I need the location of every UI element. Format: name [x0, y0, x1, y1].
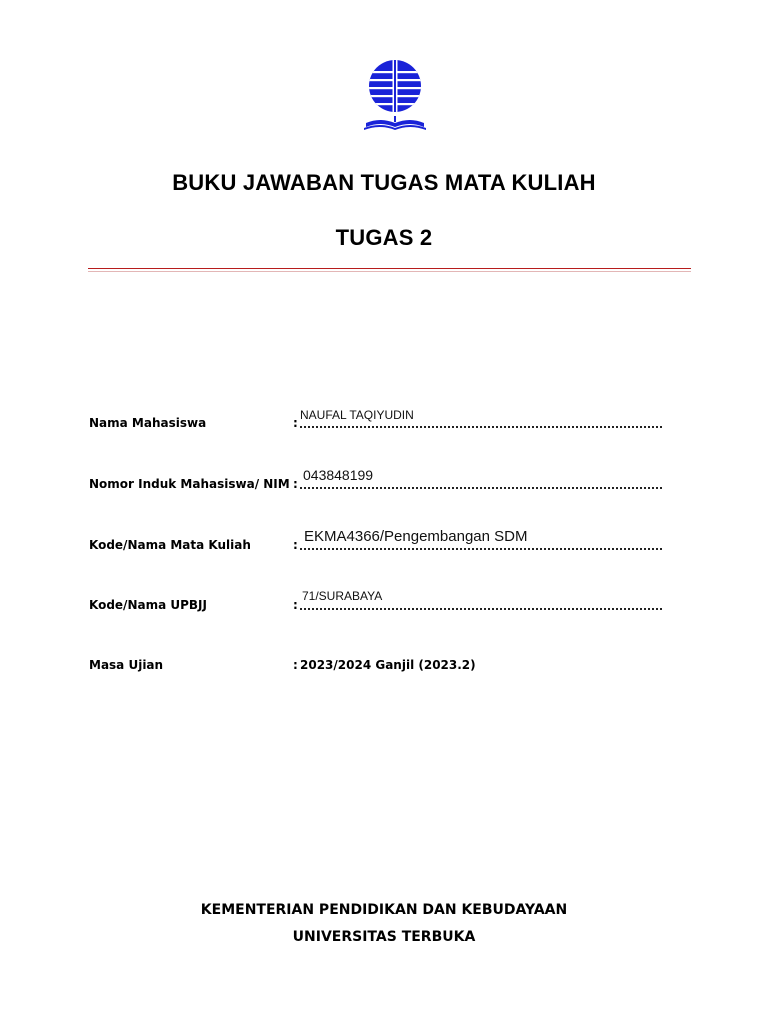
field-dotted-line [300, 608, 662, 610]
field-row-masa-ujian [0, 632, 768, 672]
field-row-nama [0, 390, 768, 430]
header-divider-shadow [88, 271, 691, 272]
footer-ministry: KEMENTERIAN PENDIDIKAN DAN KEBUDAYAAN [200, 902, 568, 918]
field-label: Masa Ujian [89, 658, 164, 672]
footer-university: UNIVERSITAS TERBUKA [292, 929, 476, 945]
field-row-upbjj [0, 572, 768, 612]
field-colon: : [293, 598, 298, 612]
university-logo-icon [362, 56, 428, 132]
field-value-nama: NAUFAL TAQIYUDIN [300, 408, 414, 422]
field-label: Kode/Nama UPBJJ [89, 598, 207, 612]
field-dotted-line [300, 548, 662, 550]
field-colon: : [293, 658, 298, 672]
field-label: Nomor Induk Mahasiswa/ NIM [89, 477, 290, 491]
document-subtitle: TUGAS 2 [335, 225, 433, 250]
field-label: Nama Mahasiswa [89, 416, 207, 430]
header-divider [88, 268, 691, 269]
field-value-masa-ujian: 2023/2024 Ganjil (2023.2) [300, 658, 476, 672]
field-row-nim [0, 451, 768, 491]
field-label: Kode/Nama Mata Kuliah [89, 538, 251, 552]
field-value-mata-kuliah: EKMA4366/Pengembangan SDM [304, 528, 528, 545]
field-value-upbjj: 71/SURABAYA [302, 589, 383, 603]
field-colon: : [293, 538, 298, 552]
field-row-mata-kuliah [0, 512, 768, 552]
field-colon: : [293, 477, 298, 491]
field-value-nim: 043848199 [303, 467, 374, 483]
field-dotted-line [300, 487, 662, 489]
field-colon: : [293, 416, 298, 430]
document-title: BUKU JAWABAN TUGAS MATA KULIAH [172, 170, 596, 195]
field-dotted-line [300, 426, 662, 428]
